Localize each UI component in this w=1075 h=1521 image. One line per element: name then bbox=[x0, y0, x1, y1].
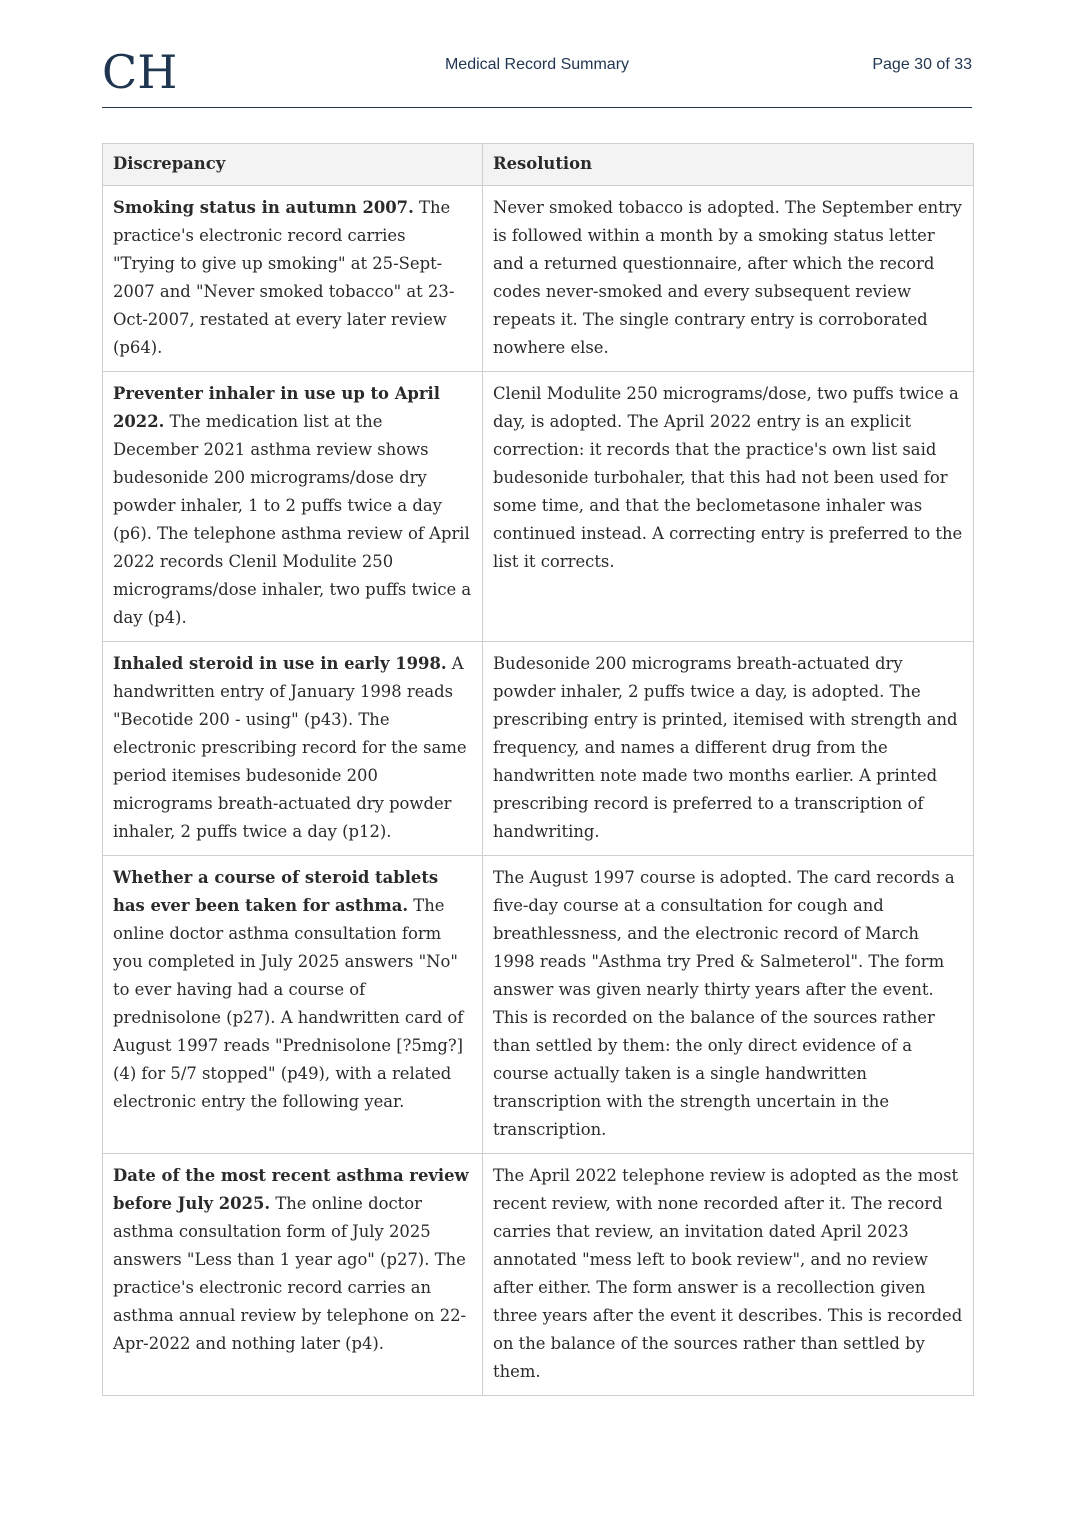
table-row bbox=[103, 1154, 974, 1396]
discrepancy-heading: Date of the most recent asthma review before July 2025. bbox=[113, 1166, 469, 1213]
discrepancy-heading: Smoking status in autumn 2007. bbox=[113, 198, 414, 217]
resolution-cell: Never smoked tobacco is adopted. The September entry is followed within a month by a smoking status letter and a returned questionnaire, after which the record codes never-smoked and every subsequent review repeats it. The single contrary entry is corroborated nowhere else. bbox=[483, 186, 974, 372]
resolution-cell: Budesonide 200 micrograms breath-actuated dry powder inhaler, 2 puffs twice a day, is adopted. The prescribing entry is printed, itemised with strength and frequency, and names a different drug from the handwritten note made two months earlier. A printed prescribing record is preferred to a transcription of handwriting. bbox=[483, 642, 974, 856]
column-header-discrepancy: Discrepancy bbox=[103, 144, 483, 186]
page-header bbox=[102, 44, 972, 108]
table-row bbox=[103, 372, 974, 642]
discrepancy-text: The medication list at the December 2021 asthma review shows budesonide 200 micrograms/dose dry powder inhaler, 1 to 2 puffs twice a day (p6). The telephone asthma review of April 2022 records Clenil Modulite 250 micrograms/dose inhaler, two puffs twice a day (p4). bbox=[113, 412, 472, 627]
discrepancy-heading: Preventer inhaler in use up to April 2022. bbox=[113, 384, 440, 431]
document-title: Medical Record Summary bbox=[444, 56, 630, 73]
discrepancy-cell bbox=[103, 856, 483, 1154]
table-header-row bbox=[103, 144, 974, 186]
column-header-resolution: Resolution bbox=[483, 144, 974, 186]
logo-text: CH bbox=[102, 45, 178, 99]
discrepancy-cell bbox=[103, 642, 483, 856]
discrepancy-cell bbox=[103, 1154, 483, 1396]
resolution-cell: Clenil Modulite 250 micrograms/dose, two puffs twice a day, is adopted. The April 2022 entry is an explicit correction: it records that the practice's own list said budesonide turbohaler, that this had not been used for some time, and that the beclometasone inhaler was continued instead. A correcting entry is preferred to the list it corrects. bbox=[483, 372, 974, 642]
discrepancy-text: A handwritten entry of January 1998 reads "Becotide 200 - using" (p43). The electronic prescribing record for the same period itemises budesonide 200 micrograms breath-actuated dry powder inhaler, 2 puffs twice a day (p12). bbox=[113, 654, 467, 841]
table-row bbox=[103, 186, 974, 372]
page-number: Page 30 of 33 bbox=[872, 56, 972, 73]
table-row bbox=[103, 642, 974, 856]
resolution-cell: The April 2022 telephone review is adopted as the most recent review, with none recorded after it. The record carries that review, an invitation dated April 2023 annotated "mess left to book review", and no review after either. The form answer is a recollection given three years after the event it describes. This is recorded on the balance of the sources rather than settled by them. bbox=[483, 1154, 974, 1396]
discrepancy-heading: Whether a course of steroid tablets has ever been taken for asthma. bbox=[113, 868, 439, 915]
discrepancy-text: The online doctor asthma consultation form you completed in July 2025 answers "No" to ever having had a course of prednisolone (p27). A handwritten card of August 1997 reads "Prednisolone [?5mg?] (4) for 5/7 stopped" (p49), with a related electronic entry the following year. bbox=[113, 896, 464, 1111]
discrepancy-text: The online doctor asthma consultation form of July 2025 answers "Less than 1 year ago" (p27). The practice's electronic record carries an asthma annual review by telephone on 22-Apr-2022 and nothing later (p4). bbox=[113, 1194, 467, 1353]
resolution-cell: The August 1997 course is adopted. The card records a five-day course at a consultation for cough and breathlessness, and the electronic record of March 1998 reads "Asthma try Pred & Salmeterol". The form answer was given nearly thirty years after the event. This is recorded on the balance of the sources rather than settled by them: the only direct evidence of a course actually taken is a single handwritten transcription with the strength uncertain in the transcription. bbox=[483, 856, 974, 1154]
table-row bbox=[103, 856, 974, 1154]
discrepancy-table bbox=[102, 143, 974, 1396]
discrepancy-cell bbox=[103, 186, 483, 372]
discrepancy-cell bbox=[103, 372, 483, 642]
discrepancy-heading: Inhaled steroid in use in early 1998. bbox=[113, 654, 447, 673]
discrepancy-text: The practice's electronic record carries "Trying to give up smoking" at 25-Sept-2007 and "Never smoked tobacco" at 23-Oct-2007, restated at every later review (p64). bbox=[113, 198, 455, 357]
